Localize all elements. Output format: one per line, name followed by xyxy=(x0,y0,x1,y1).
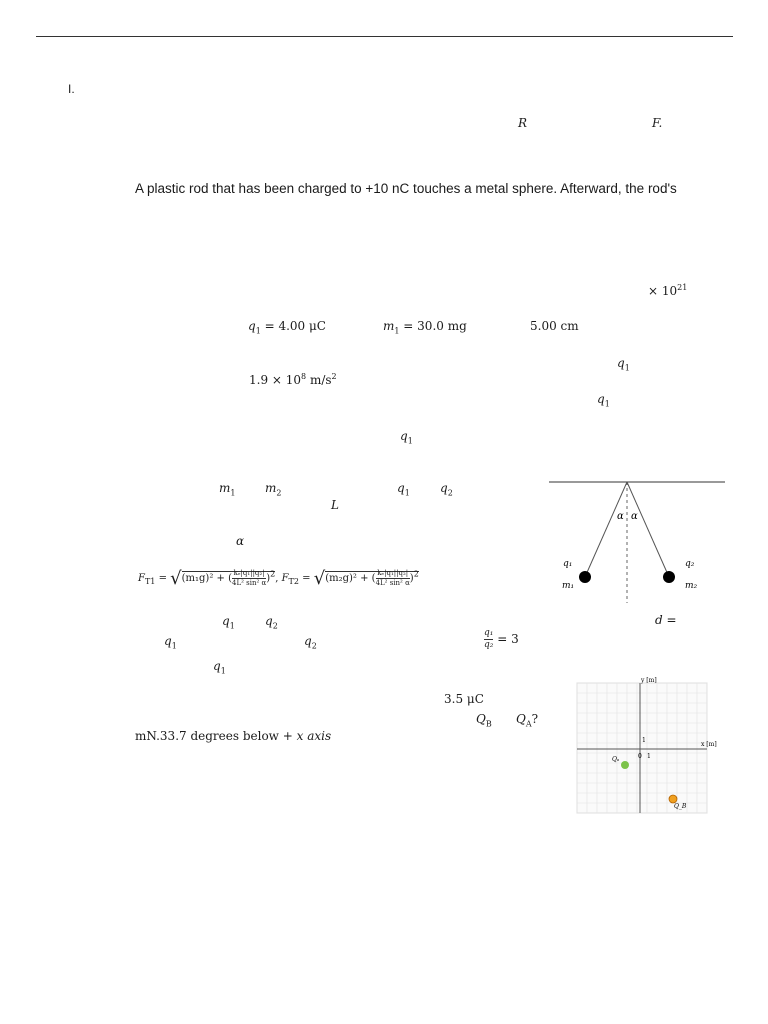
top-rule xyxy=(36,36,733,37)
qb-label: Q_B xyxy=(674,803,687,810)
charge-grid-diagram xyxy=(575,675,720,817)
grid-background xyxy=(577,683,707,813)
left-ball xyxy=(579,571,591,583)
rod-sentence: A plastic rod that has been charged to +10 nC touches a metal sphere. Afterward, the rod's xyxy=(135,181,677,196)
d-equals: d = xyxy=(655,613,677,627)
q1-label: q₁ xyxy=(563,559,573,569)
pendulum-diagram xyxy=(545,475,730,610)
exponent-term: × $10^{21}$ xyxy=(648,283,688,298)
charge-qa xyxy=(621,761,629,769)
right-ball xyxy=(663,571,675,583)
m1-label: m₁ xyxy=(562,581,575,591)
symbol-q1: $q_1$ xyxy=(400,429,413,446)
left-string xyxy=(585,482,627,577)
qa-label: Qₐ xyxy=(612,756,620,763)
x-axis-label: x [m] xyxy=(701,741,717,748)
acceleration-value: $1.9 \times 10^8$ $m/s^2$ xyxy=(249,372,337,387)
y-one-label: 1 xyxy=(642,737,646,744)
symbol-q1: $q_1$ xyxy=(222,614,235,631)
origin-label: 0 xyxy=(638,753,642,760)
q2-label: q₂ xyxy=(685,559,695,569)
symbol-m1: $m_1$ xyxy=(219,481,236,498)
charge-value: 3.5 μC xyxy=(444,692,484,706)
y-axis-label: y [m] xyxy=(641,677,657,684)
given-q1: $q_1 = 4.00$ μC xyxy=(248,319,326,336)
alpha-right-label: α xyxy=(631,511,638,522)
symbol-F: F. xyxy=(652,116,663,130)
alpha-left-label: α xyxy=(617,511,624,522)
symbol-q1: $q_1$ xyxy=(597,392,610,409)
tension-formula: $F_{T1} = √(m_1g)^2$ + ( $\frac{\text{kₑ|q₁||q₂|}}{\text{4L² sin² α}}$ )$^2$, $F_{T2} = √(m_2g)^2$ + ( $\frac{\text{kₑ|q₁||q₂|}}{\text{4L² sin² α}}$ )$^2$ xyxy=(138,568,419,589)
charge-qb xyxy=(669,795,677,803)
symbol-q1: $q_1$ xyxy=(397,481,410,498)
symbol-QB: $Q_B$ xyxy=(476,712,492,729)
charge-ratio: $\frac{\text{q₁}}{\text{q₂}}$ = 3 xyxy=(484,628,519,650)
section-number: I. xyxy=(68,82,75,96)
symbol-L: L xyxy=(331,498,339,512)
symbol-m2: $m_2$ xyxy=(265,481,282,498)
symbol-alpha: α xyxy=(236,534,245,548)
symbol-R: R xyxy=(518,116,528,130)
given-m1: $m_1 = 30.0$ mg xyxy=(383,319,467,336)
m2-label: m₂ xyxy=(685,581,698,591)
symbol-q1: $q_1$ xyxy=(213,659,226,676)
symbol-QA-question: $Q_A$? xyxy=(516,712,539,729)
symbol-q1: $q_1$ xyxy=(617,356,630,373)
symbol-q2: $q_2$ xyxy=(440,481,453,498)
answer-line: mN.33.7 degrees below + x axis xyxy=(135,729,332,743)
symbol-q2: $q_2$ xyxy=(304,634,317,651)
symbol-q2: $q_2$ xyxy=(265,614,278,631)
x-one-label: 1 xyxy=(647,753,651,760)
given-distance: 5.00 cm xyxy=(530,319,579,333)
right-string xyxy=(627,482,669,577)
symbol-q1: $q_1$ xyxy=(164,634,177,651)
